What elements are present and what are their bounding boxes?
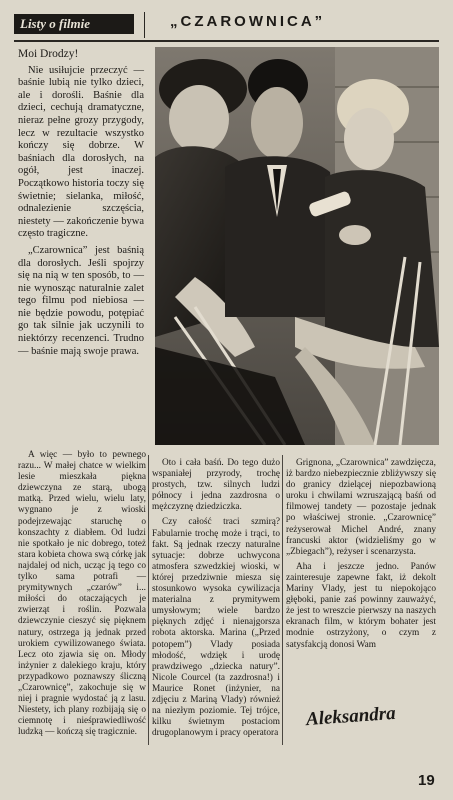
salutation: Moi Drodzy! — [18, 48, 79, 60]
column-divider — [148, 455, 149, 745]
story-paragraph: Aha i jeszcze jedno. Panów zainteresuje zapewne fakt, iż dekolt Mariny Vlady, jest tu niepokojąco głęboki, panie zaś powinny zauważyć, że jest to wreszcie pierwszy na naszych ekranach film, w którym bohater jest modnie ostrzyżony, o czym z satysfakcją donosi Wam — [286, 561, 436, 650]
story-column-3 — [286, 458, 436, 655]
film-still-photo — [155, 47, 439, 445]
story-paragraph: Czy całość traci szmirą? Fabularnie trochę może i trąci, to fakt. Są jednak rzeczy naturalne sytuacje: dobrze uchwycona atmosfera szwedzkiej wioski, w której przedziwnie miesza się stosunkowo wysoka cywilizacja materialna z prymitywem umysłowym; wiele bardzo pięknych zdjęć i nienajgorsza robota aktorska. Marina („Przed potopem”) Vlady posiada młodość, wdzięk i urodę prawdziwego „dziecka natury”. Nicole Courcel (ta zazdrosna!) i Maurice Ronet (inżynier, na zdjęciu z Mariną Vlady) również na niezłym poziomie. Tej trójce, kilku świetnym postaciom drugoplanowym i pracy operatora — [152, 517, 280, 739]
story-paragraph: Grignona, „Czarownica” zawdzięcza, iż bardzo niebezpiecznie zbliżywszy się do granicy dzielącej niepozbawioną uroku i chwilami wzruszającą baśń od filmowej tandety — pozostaje jednak po właściwej stronie. „Czarownicę” reżyserował Michel André, znany francuski aktor (widzieliśmy go w „Zbiegach”), reżyser i scenarzysta. — [286, 458, 436, 557]
article-title: „CZAROWNICA” — [170, 13, 326, 30]
column-divider — [282, 455, 283, 745]
author-signature: Aleksandra — [305, 702, 397, 731]
story-paragraph: Oto i cała baśń. Do tego dużo wspaniałej przyrody, trochę prostych, tzw. silnych ludzi północy i jedna zazdrosna o mężczyznę dziedziczka. — [152, 458, 280, 513]
story-paragraph: A więc — było to pewnego razu... W małej chatce w wielkim lesie mieszkała piękna dziewczyna ze starą, ubogą matką. Przed wielu, wielu laty, wygnano je z wioski podejrzewając staruchę o konszachty z diabłem. Od ludzi nie spotkało je nic dobrego, toteż stara kobieta chowa swą córkę jak najdalej od nich, ucząc ją tego co tylko sama potrafi — prymitywnych „czarów” i... miłości do otaczających je zwierząt i roślin. Pozwala dziewczynie cieszyć się pięknem natury, ostrzega ją jednak przed urokiem cywilizowanego świata. Lecz oto zjawia się on. Młody inżynier z dalekiego kraju, który przypadkowo poznawszy śliczną „Czarownicę”, zakochuje się w niej i pragnie wydostać ją z lasu. Niestety, ich plany rozbijają się o ciemnotę i nieśprawiedliwość ludzką — kończą się tragicznie. — [18, 450, 146, 738]
header-rule — [14, 40, 439, 42]
intro-paragraph: „Czarownica” jest baśnią dla dorosłych. Jeśli spojrzy się na nią w ten sposób, to — nie wynosząc naturalnie zalet tego filmu pod niebiosa — nie będzie powodu, potępiać go tak silnie jak uczynili to niektórzy recenzenci. Trudno — baśnie mają swoje prawa. — [18, 244, 144, 357]
header-divider — [144, 12, 145, 38]
page-number: 19 — [418, 772, 435, 789]
intro-paragraph: Nie usiłujcie przeczyć — baśnie lubią nie tylko dzieci, ale i dorośli. Baśnie dla dzieci, cechują dramatyczne, nieraz pełne grozy przygody, lecz w rezultacie wszystko kończy się dobrze. W baśniach dla dorosłych, na ogół, jest inaczej. Początkowo historia toczy się świetnie; sielanka, miłość, odnalezienie szczęścia, niestety — zakończenie bywa często tragiczne. — [18, 64, 144, 240]
section-tag: Listy o filmie — [14, 14, 134, 34]
intro-column — [18, 48, 144, 362]
story-column-1 — [18, 450, 146, 742]
story-column-2 — [152, 458, 280, 743]
